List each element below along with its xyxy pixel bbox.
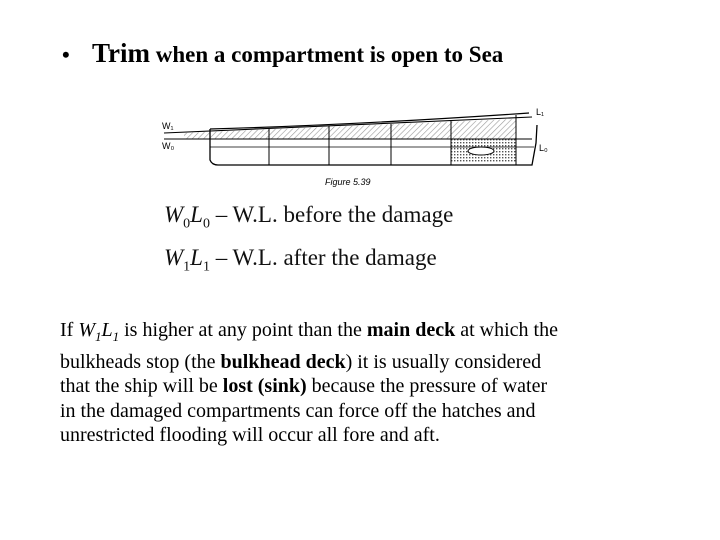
explanation-paragraph [60,318,680,448]
paragraph-line: in the damaged compartments can force off the hatches and [60,399,536,422]
figure-caption: Figure 5.39 [325,177,371,187]
legend-before-damage: $W_0L_0 - W.L$. before the damage [164,202,454,232]
paragraph-line: unrestricted flooding will occur all fore and aft. [60,424,440,446]
legend-after-damage: $W_1L_1 - W.L$. after the damage [164,245,437,275]
label-w1: W₁ [162,121,174,131]
paragraph-line: bulkheads stop (the bulkhead deck) it is usually considered [60,350,542,373]
bullet-icon: • [62,42,70,67]
slide-title [62,38,503,69]
paragraph-line: that the ship will be lost (sink) because the pressure of water [60,375,548,397]
title-lead: Trim [92,38,150,68]
label-w0: W₀ [162,141,175,151]
flood-region [184,119,516,139]
title-rest: when a compartment is open to Sea [149,42,504,67]
label-l0: L₀ [539,143,548,153]
label-l1: L₁ [536,107,545,117]
paragraph-line: If $W_1L_1$ is higher at any point than the main deck at which the [60,319,558,344]
damage-hole-icon [468,147,494,155]
